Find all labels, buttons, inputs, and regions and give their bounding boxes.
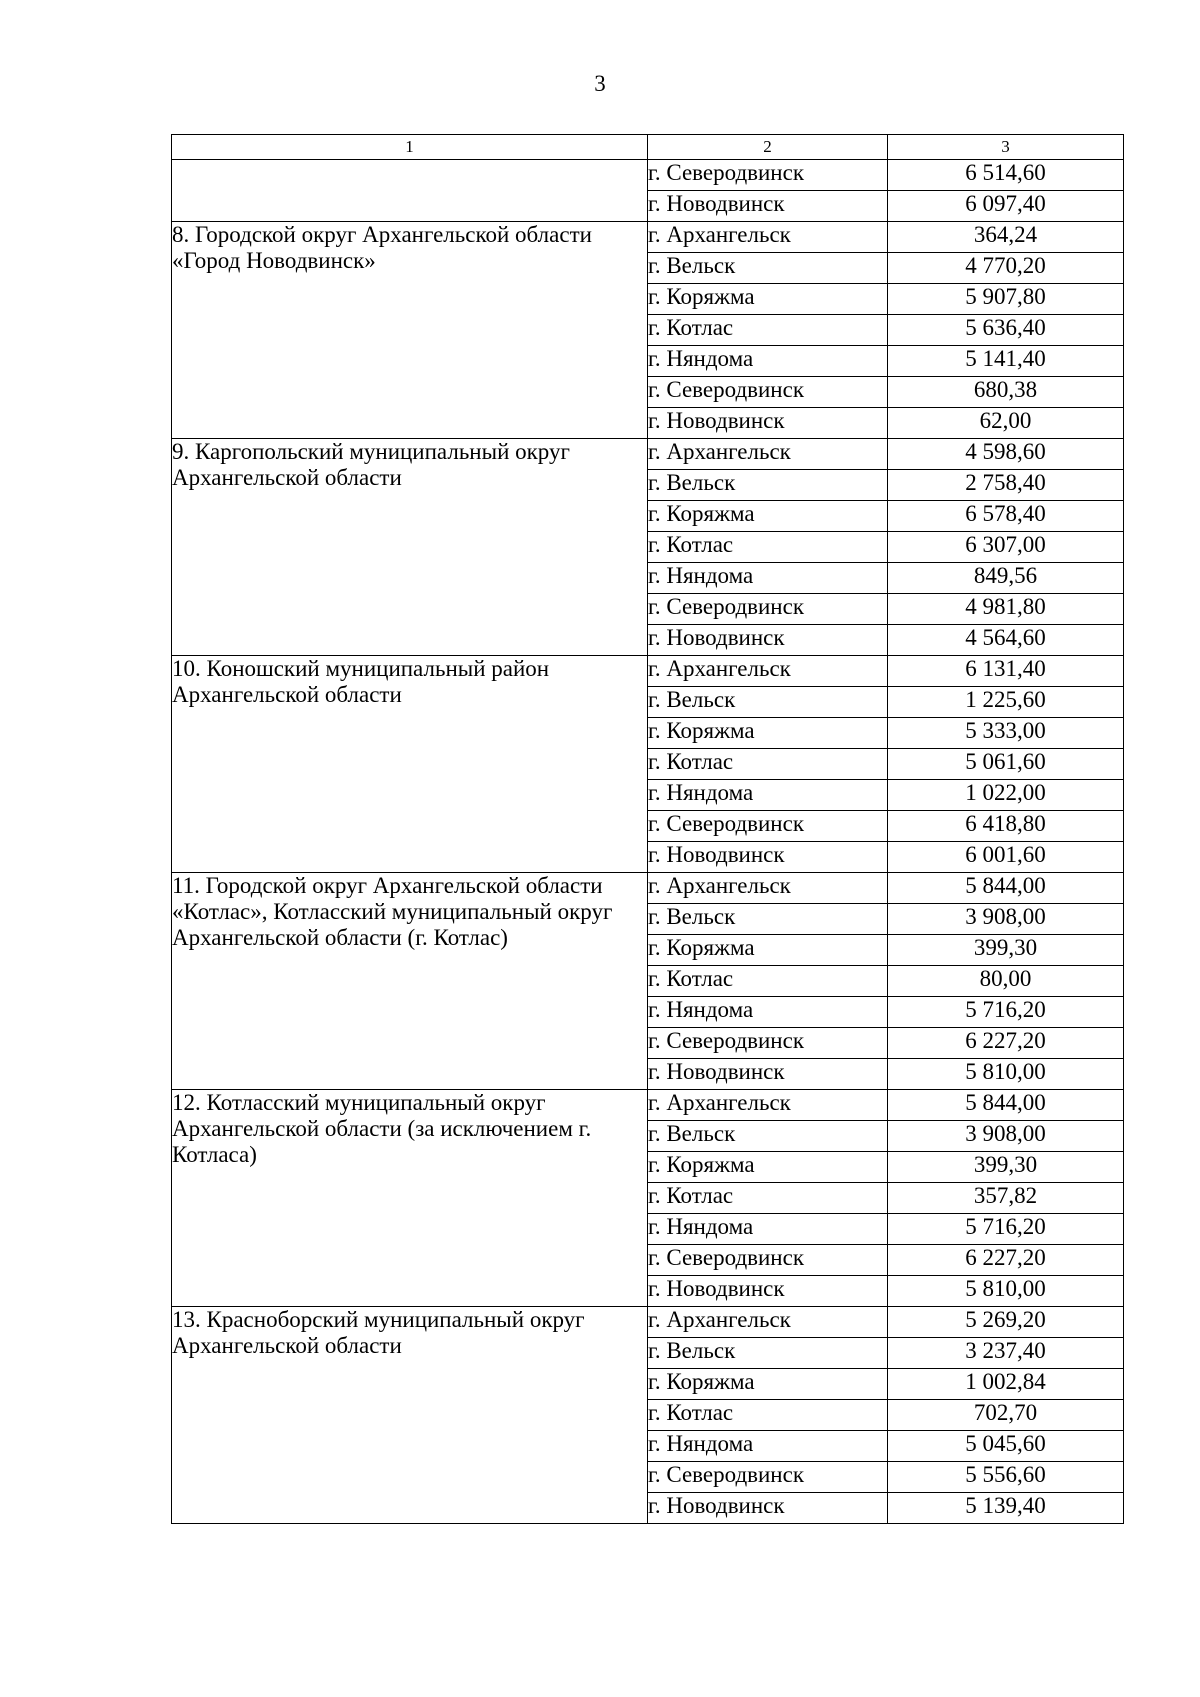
city-cell: г. Коряжма — [648, 501, 888, 532]
tariff-table-body — [172, 135, 1124, 1524]
value-cell: 3 237,40 — [888, 1338, 1124, 1369]
value-cell: 4 981,80 — [888, 594, 1124, 625]
value-cell: 6 578,40 — [888, 501, 1124, 532]
value-cell: 1 225,60 — [888, 687, 1124, 718]
city-cell: г. Северодвинск — [648, 1462, 888, 1493]
value-cell: 680,38 — [888, 377, 1124, 408]
city-cell: г. Северодвинск — [648, 1245, 888, 1276]
city-cell: г. Котлас — [648, 1400, 888, 1431]
city-cell: г. Новодвинск — [648, 408, 888, 439]
city-cell: г. Котлас — [648, 532, 888, 563]
value-cell: 6 227,20 — [888, 1245, 1124, 1276]
value-cell: 5 141,40 — [888, 346, 1124, 377]
value-cell: 6 514,60 — [888, 160, 1124, 191]
city-cell: г. Вельск — [648, 1121, 888, 1152]
city-cell: г. Вельск — [648, 1338, 888, 1369]
city-cell: г. Северодвинск — [648, 160, 888, 191]
value-cell: 3 908,00 — [888, 1121, 1124, 1152]
city-cell: г. Коряжма — [648, 935, 888, 966]
city-cell: г. Коряжма — [648, 1152, 888, 1183]
city-cell: г. Новодвинск — [648, 842, 888, 873]
city-cell: г. Архангельск — [648, 1307, 888, 1338]
city-cell: г. Архангельск — [648, 873, 888, 904]
district-cell: 11. Городской округ Архангельской области «Котлас», Котласский муниципальный округ Архангельской области (г. Котлас) — [172, 873, 648, 1090]
city-cell: г. Няндома — [648, 563, 888, 594]
value-cell: 5 333,00 — [888, 718, 1124, 749]
value-cell: 5 269,20 — [888, 1307, 1124, 1338]
value-cell: 5 556,60 — [888, 1462, 1124, 1493]
city-cell: г. Няндома — [648, 1431, 888, 1462]
value-cell: 5 810,00 — [888, 1059, 1124, 1090]
table-row — [172, 873, 1124, 904]
value-cell: 5 139,40 — [888, 1493, 1124, 1524]
district-cell: 10. Коношский муниципальный район Архангельской области — [172, 656, 648, 873]
city-cell: г. Вельск — [648, 687, 888, 718]
column-header-1: 1 — [172, 135, 648, 160]
city-cell: г. Северодвинск — [648, 594, 888, 625]
page-number: 3 — [594, 71, 606, 96]
value-cell: 2 758,40 — [888, 470, 1124, 501]
city-cell: г. Архангельск — [648, 656, 888, 687]
value-cell: 5 844,00 — [888, 1090, 1124, 1121]
city-cell: г. Вельск — [648, 470, 888, 501]
city-cell: г. Новодвинск — [648, 1059, 888, 1090]
value-cell: 6 307,00 — [888, 532, 1124, 563]
value-cell: 6 131,40 — [888, 656, 1124, 687]
district-cell — [172, 160, 648, 222]
city-cell: г. Котлас — [648, 749, 888, 780]
city-cell: г. Коряжма — [648, 284, 888, 315]
city-cell: г. Новодвинск — [648, 1493, 888, 1524]
value-cell: 1 002,84 — [888, 1369, 1124, 1400]
value-cell: 3 908,00 — [888, 904, 1124, 935]
city-cell: г. Котлас — [648, 1183, 888, 1214]
table-row — [172, 1307, 1124, 1338]
city-cell: г. Коряжма — [648, 1369, 888, 1400]
value-cell: 364,24 — [888, 222, 1124, 253]
table-row — [172, 439, 1124, 470]
city-cell: г. Котлас — [648, 966, 888, 997]
city-cell: г. Няндома — [648, 346, 888, 377]
value-cell: 6 001,60 — [888, 842, 1124, 873]
city-cell: г. Северодвинск — [648, 1028, 888, 1059]
city-cell: г. Северодвинск — [648, 811, 888, 842]
city-cell: г. Северодвинск — [648, 377, 888, 408]
value-cell: 399,30 — [888, 1152, 1124, 1183]
value-cell: 5 907,80 — [888, 284, 1124, 315]
city-cell: г. Вельск — [648, 253, 888, 284]
value-cell: 5 810,00 — [888, 1276, 1124, 1307]
table-row — [172, 1090, 1124, 1121]
table-row — [172, 656, 1124, 687]
district-cell: 9. Каргопольский муниципальный округ Архангельской области — [172, 439, 648, 656]
value-cell: 5 045,60 — [888, 1431, 1124, 1462]
city-cell: г. Няндома — [648, 780, 888, 811]
value-cell: 6 097,40 — [888, 191, 1124, 222]
column-header-3: 3 — [888, 135, 1124, 160]
value-cell: 4 564,60 — [888, 625, 1124, 656]
city-cell: г. Архангельск — [648, 1090, 888, 1121]
value-cell: 849,56 — [888, 563, 1124, 594]
value-cell: 1 022,00 — [888, 780, 1124, 811]
city-cell: г. Котлас — [648, 315, 888, 346]
city-cell: г. Новодвинск — [648, 625, 888, 656]
value-cell: 5 844,00 — [888, 873, 1124, 904]
value-cell: 5 716,20 — [888, 997, 1124, 1028]
value-cell: 4 770,20 — [888, 253, 1124, 284]
city-cell: г. Няндома — [648, 1214, 888, 1245]
city-cell: г. Коряжма — [648, 718, 888, 749]
column-header-2: 2 — [648, 135, 888, 160]
city-cell: г. Новодвинск — [648, 1276, 888, 1307]
tariff-table — [171, 134, 1124, 1524]
value-cell: 5 061,60 — [888, 749, 1124, 780]
table-header-row — [172, 135, 1124, 160]
table-row — [172, 160, 1124, 191]
value-cell: 6 418,80 — [888, 811, 1124, 842]
table-row — [172, 222, 1124, 253]
district-cell: 13. Красноборский муниципальный округ Архангельской области — [172, 1307, 648, 1524]
district-cell: 12. Котласский муниципальный округ Архангельской области (за исключением г. Котласа) — [172, 1090, 648, 1307]
value-cell: 4 598,60 — [888, 439, 1124, 470]
district-cell: 8. Городской округ Архангельской области «Город Новодвинск» — [172, 222, 648, 439]
value-cell: 357,82 — [888, 1183, 1124, 1214]
value-cell: 80,00 — [888, 966, 1124, 997]
value-cell: 5 716,20 — [888, 1214, 1124, 1245]
value-cell: 62,00 — [888, 408, 1124, 439]
city-cell: г. Архангельск — [648, 439, 888, 470]
value-cell: 5 636,40 — [888, 315, 1124, 346]
city-cell: г. Вельск — [648, 904, 888, 935]
value-cell: 399,30 — [888, 935, 1124, 966]
value-cell: 6 227,20 — [888, 1028, 1124, 1059]
city-cell: г. Новодвинск — [648, 191, 888, 222]
city-cell: г. Архангельск — [648, 222, 888, 253]
value-cell: 702,70 — [888, 1400, 1124, 1431]
city-cell: г. Няндома — [648, 997, 888, 1028]
